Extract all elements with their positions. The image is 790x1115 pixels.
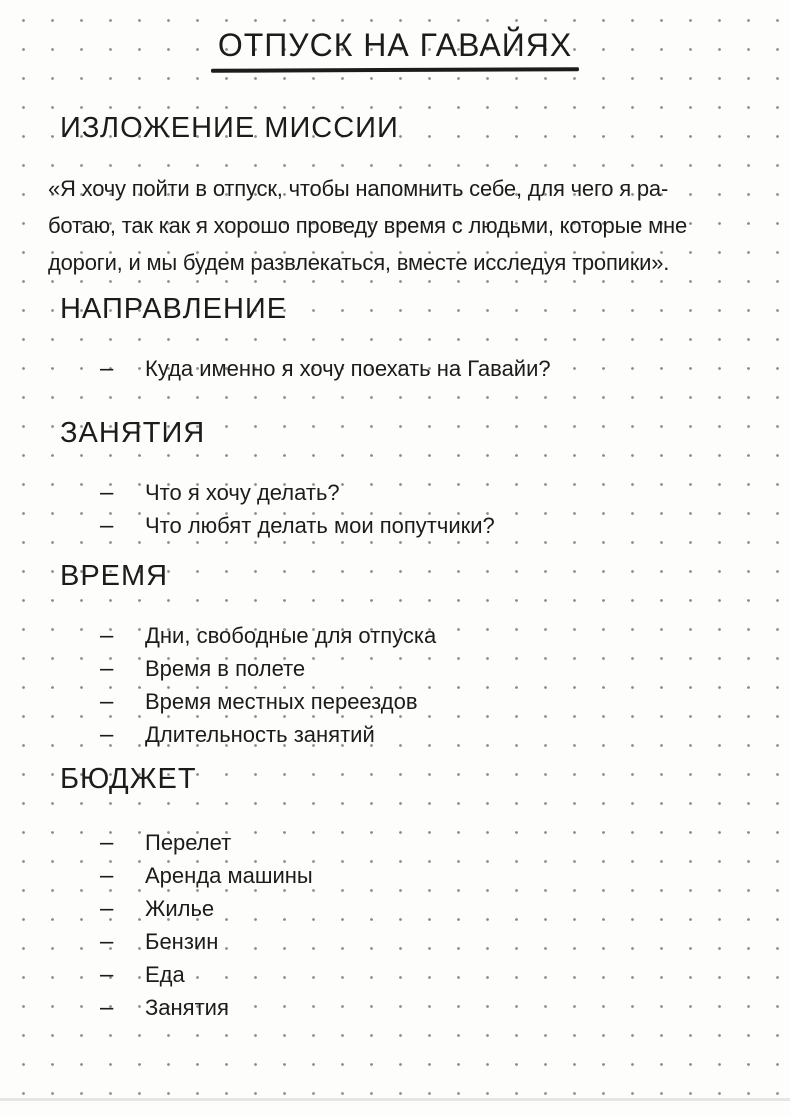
activities-heading: ЗАНЯТИЯ (60, 417, 206, 449)
dash-marker-icon: – (100, 928, 114, 955)
list-item-label: Бензин (145, 929, 219, 954)
title-underline (211, 67, 579, 73)
section-mission-statement (0, 112, 790, 281)
dash-marker-icon: – (100, 512, 114, 539)
mission-quote-line: дороги, и мы будем развлекаться, вместе исследуя тропики». (48, 250, 670, 275)
list-item-label: Что я хочу делать? (145, 480, 340, 505)
list-item (0, 925, 790, 958)
section-time (0, 560, 790, 751)
list-item (0, 892, 790, 925)
dash-marker-icon: – (100, 862, 114, 889)
dash-marker-icon: – (100, 622, 114, 649)
list-item-label: Время в полете (145, 656, 306, 681)
list-item (0, 826, 790, 859)
list-item-label: Время местных переездов (145, 689, 418, 714)
section-budget (0, 763, 790, 1024)
activities-list (0, 476, 790, 542)
direction-list (0, 352, 790, 385)
section-activities (0, 417, 790, 542)
list-item-label: Куда именно я хочу поехать на Гавайи? (145, 356, 551, 381)
dash-marker-icon: – (100, 994, 114, 1021)
list-item (0, 652, 790, 685)
list-item-label: Дни, свободные для отпуска (145, 623, 437, 648)
mission-heading: ИЗЛОЖЕНИЕ МИССИИ (60, 112, 399, 144)
list-item (0, 859, 790, 892)
list-item (0, 476, 790, 509)
dash-marker-icon: – (100, 961, 114, 988)
mission-quote-line: «Я хочу пойти в отпуск, чтобы напомнить себе, для чего я ра- (48, 176, 669, 201)
page-edge-smudge (0, 1098, 790, 1101)
dash-marker-icon: – (100, 479, 114, 506)
mission-quote (48, 170, 790, 281)
budget-list (0, 826, 790, 1024)
list-item-label: Длительность занятий (145, 722, 375, 747)
budget-heading: БЮДЖЕТ (60, 763, 197, 795)
list-item (0, 991, 790, 1024)
dash-marker-icon: – (100, 655, 114, 682)
page-header (0, 26, 790, 72)
dash-marker-icon: – (100, 895, 114, 922)
dash-marker-icon: – (100, 829, 114, 856)
time-list (0, 619, 790, 751)
list-item (0, 352, 790, 385)
list-item-label: Аренда машины (145, 863, 313, 888)
list-item-label: Перелет (145, 830, 232, 855)
time-heading: ВРЕМЯ (60, 560, 169, 592)
list-item-label: Занятия (145, 995, 229, 1020)
section-direction (0, 293, 790, 385)
list-item-label: Еда (145, 962, 185, 987)
mission-quote-line: ботаю, так как я хорошо проведу время с людьми, которые мне (48, 213, 688, 238)
list-item (0, 958, 790, 991)
dash-marker-icon: – (100, 355, 114, 382)
list-item (0, 718, 790, 751)
list-item (0, 509, 790, 542)
list-item-label: Что любят делать мои попутчики? (145, 513, 495, 538)
list-item (0, 685, 790, 718)
list-item (0, 619, 790, 652)
page-title: ОТПУСК НА ГАВАЙЯХ (217, 27, 573, 63)
list-item-label: Жилье (145, 896, 215, 921)
dash-marker-icon: – (100, 721, 114, 748)
dash-marker-icon: – (100, 688, 114, 715)
direction-heading: НАПРАВЛЕНИЕ (60, 293, 288, 325)
